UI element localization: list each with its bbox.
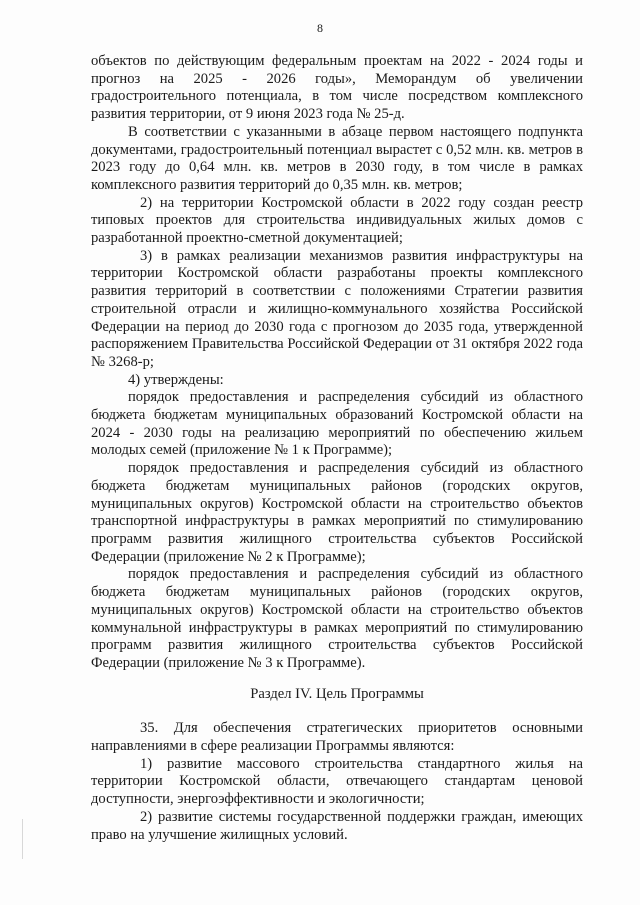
section-heading: Раздел IV. Цель Программы [250,685,424,702]
paragraph-subsidy-transport: порядок предоставления и распределения субсидий из областного бюджета бюджетам муниципальных районов (городских округов, муниципальных округов) Костромской области на строительство объектов транспортной инфраструктуры в рамках мероприятий по стимулированию программ развития жилищного строительства субъектов Российской Федерации (приложение № 2 к Программе); [91,460,583,565]
paragraph-item-3: 3) в рамках реализации механизмов развития инфраструктуры на территории Костромской области разработаны проекты комплексного развития территорий в соответствии с положениями Стратегии развития строительной отрасли и жилищно-коммунального хозяйства Российской Федерации на период до 2030 года с прогнозом до 2035 года, утвержденной распоряжением Правительства Российской Федерации от 31 октября 2022 года № 3268-р; [91,247,583,370]
paragraph-potential: В соответствии с указанными в абзаце первом настоящего подпункта документами, градостроительный потенциал вырастет с 0,52 млн. кв. метров в 2023 году до 0,64 млн. кв. метров в 2030 году, в том числе в рамках комплексного развития территорий до 0,35 млн. кв. метров; [91,123,583,193]
paragraph-35: 35. Для обеспечения стратегических приоритетов основными направлениями в сфере реализации Программы являются: [91,720,583,755]
scan-edge-mark [22,819,23,859]
paragraph-direction-2: 2) развитие системы государственной поддержки граждан, имеющих право на улучшение жилищных условий. [91,808,583,843]
paragraph-direction-1: 1) развитие массового строительства стандартного жилья на территории Костромской области, отвечающего стандартам ценовой доступности, энергоэффективности и экологичности; [91,755,583,808]
paragraph-continuation: объектов по действующим федеральным проектам на 2022 - 2024 годы и прогноз на 2025 - 2026 годы», Меморандум об увеличении градостроительного потенциала, в том числе посредством комплексного развития территории, от 9 июня 2023 года № 25-д. [91,53,583,123]
paragraph-item-4: 4) утверждены: [128,371,224,388]
paragraph-subsidy-young-families: порядок предоставления и распределения субсидий из областного бюджета бюджетам муниципальных образований Костромской области на 2024 - 2030 годы на реализацию мероприятий по обеспечению жильем молодых семей (приложение № 1 к Программе); [91,389,583,459]
paragraph-item-2: 2) на территории Костромской области в 2022 году создан реестр типовых проектов для строительства индивидуальных жилых домов с разработанной проектно-сметной документацией; [91,194,583,247]
paragraph-subsidy-communal: порядок предоставления и распределения субсидий из областного бюджета бюджетам муниципальных районов (городских округов, муниципальных округов) Костромской области на строительство объектов коммунальной инфраструктуры в рамках мероприятий по стимулированию программ развития жилищного строительства субъектов Российской Федерации (приложение № 3 к Программе). [91,566,583,671]
page-number: 8 [317,21,323,35]
document-body [91,53,583,844]
